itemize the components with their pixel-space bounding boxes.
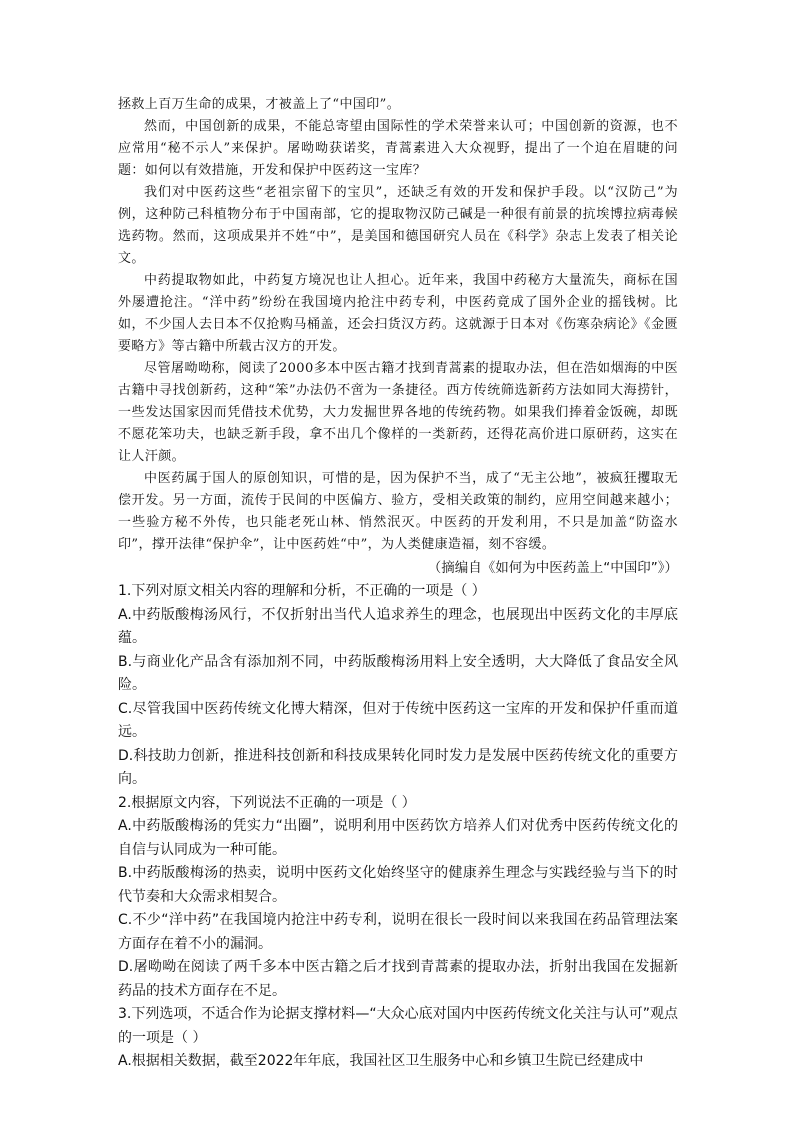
question-stem: 2.根据原文内容，下列说法不正确的一项是（ ） xyxy=(118,794,416,811)
option-a: A.中药版酸梅汤风行，不仅折射出当代人追求养生的理念，也展现出中医药文化的丰厚底蕴。 xyxy=(118,606,678,646)
option-d: D.屠呦呦在阅读了两千多本中医古籍之后才找到青蒿素的提取办法，折射出我国在发掘新药品的技术方面存在不足。 xyxy=(118,959,678,999)
question-1 xyxy=(118,580,678,792)
article-paragraph: 中药提取物如此，中药复方境况也让人担心。近年来，我国中药秘方大量流失，商标在国外屡遭抢注。“洋中药”纷纷在我国境内抢注中药专利，中医药竟成了国外企业的摇钱树。比如，不少国人去日本不仅抢购马桶盖，还会扫货汉方药。这就源于日本对《伤寒杂病论》《金匮要略方》等古籍中所载古汉方的开发。 xyxy=(118,273,678,354)
question-2 xyxy=(118,792,678,1004)
document-page xyxy=(118,94,678,1074)
article-paragraph: 拯救上百万生命的成果，才被盖上了“中国印”。 xyxy=(118,97,401,112)
option-c: C.不少“洋中药”在我国境内抢注中药专利，说明在很长一段时间以来我国在药品管理法案方面存在着不小的漏洞。 xyxy=(118,912,678,952)
option-b: B.与商业化产品含有添加剂不同，中药版酸梅汤用料上安全透明，大大降低了食品安全风险。 xyxy=(118,653,678,693)
article-paragraph: 然而，中国创新的成果，不能总寄望由国际性的学术荣誉来认可；中国创新的资源，也不应常用“秘不示人”来保护。屠呦呦获诺奖，青蒿素进入大众视野，提出了一个迫在眉睫的问题：如何以有效措施，开发和保护中医药这一宝库？ xyxy=(118,119,678,178)
article xyxy=(118,94,678,580)
question-stem: 3.下列选项，不适合作为论据支撑材料—“大众心底对国内中医药传统文化关注与认可”观点的一项是（ ） xyxy=(118,1006,678,1046)
article-paragraph: 中医药属于国人的原创知识，可惜的是，因为保护不当，成了“无主公地”，被疯狂攫取无偿开发。另一方面，流传于民间的中医偏方、验方，受相关政策的制约，应用空间越来越小；一些验方秘不外传，也只能老死山林、悄然泯灭。中医药的开发利用，不只是加盖“防盗水印”，撑开法律“保护伞”，让中医药姓“中”，为人类健康造福，刻不容缓。 xyxy=(118,471,678,552)
option-c: C.尽管我国中医药传统文化博大精深，但对于传统中医药这一宝库的开发和保护仟重而道远。 xyxy=(118,700,678,740)
article-paragraph: 尽管屠呦呦称，阅读了2000多本中医古籍才找到青蒿素的提取办法，但在浩如烟海的中医古籍中寻找创新药，这种“笨”办法仍不啻为一条捷径。西方传统筛选新药方法如同大海捞针，一些发达国家因而凭借技术优势，大力发掘世界各地的传统药物。如果我们捧着金饭碗，却既不愿花笨功夫，也缺乏新手段，拿不出几个像样的一类新药，还得花高价进口原研药，这实在让人汗颜。 xyxy=(118,361,678,464)
option-d: D.科技助力创新，推进科技创新和科技成果转化同时发力是发展中医药传统文化的重要方向。 xyxy=(118,747,678,787)
option-a: A.根据相关数据，截至2022年年底，我国社区卫生服务中心和乡镇卫生院已经建成中 xyxy=(118,1053,644,1069)
question-3 xyxy=(118,1003,678,1074)
article-source: （摘编自《如何为中医药盖上“中国印”》） xyxy=(427,560,678,576)
question-stem: 1.下列对原文相关内容的理解和分析，不正确的一项是（ ） xyxy=(118,583,486,599)
option-a: A.中药版酸梅汤的凭实力“出圈”，说明利用中医药饮方培养人们对优秀中医药传统文化的自信与认同成为一种可能。 xyxy=(118,818,678,858)
option-b: B.中药版酸梅汤的热卖，说明中医药文化始终坚守的健康养生理念与实践经验与当下的时代节奏和大众需求相契合。 xyxy=(118,865,678,905)
article-paragraph: 我们对中医药这些“老祖宗留下的宝贝”，还缺乏有效的开发和保护手段。以“汉防己”为例，这种防己科植物分布于中国南部，它的提取物汉防己碱是一种很有前景的抗埃博拉病毒候选药物。然而，这项成果并不姓“中”，是美国和德国研究人员在《科学》杂志上发表了相关论文。 xyxy=(118,185,678,266)
